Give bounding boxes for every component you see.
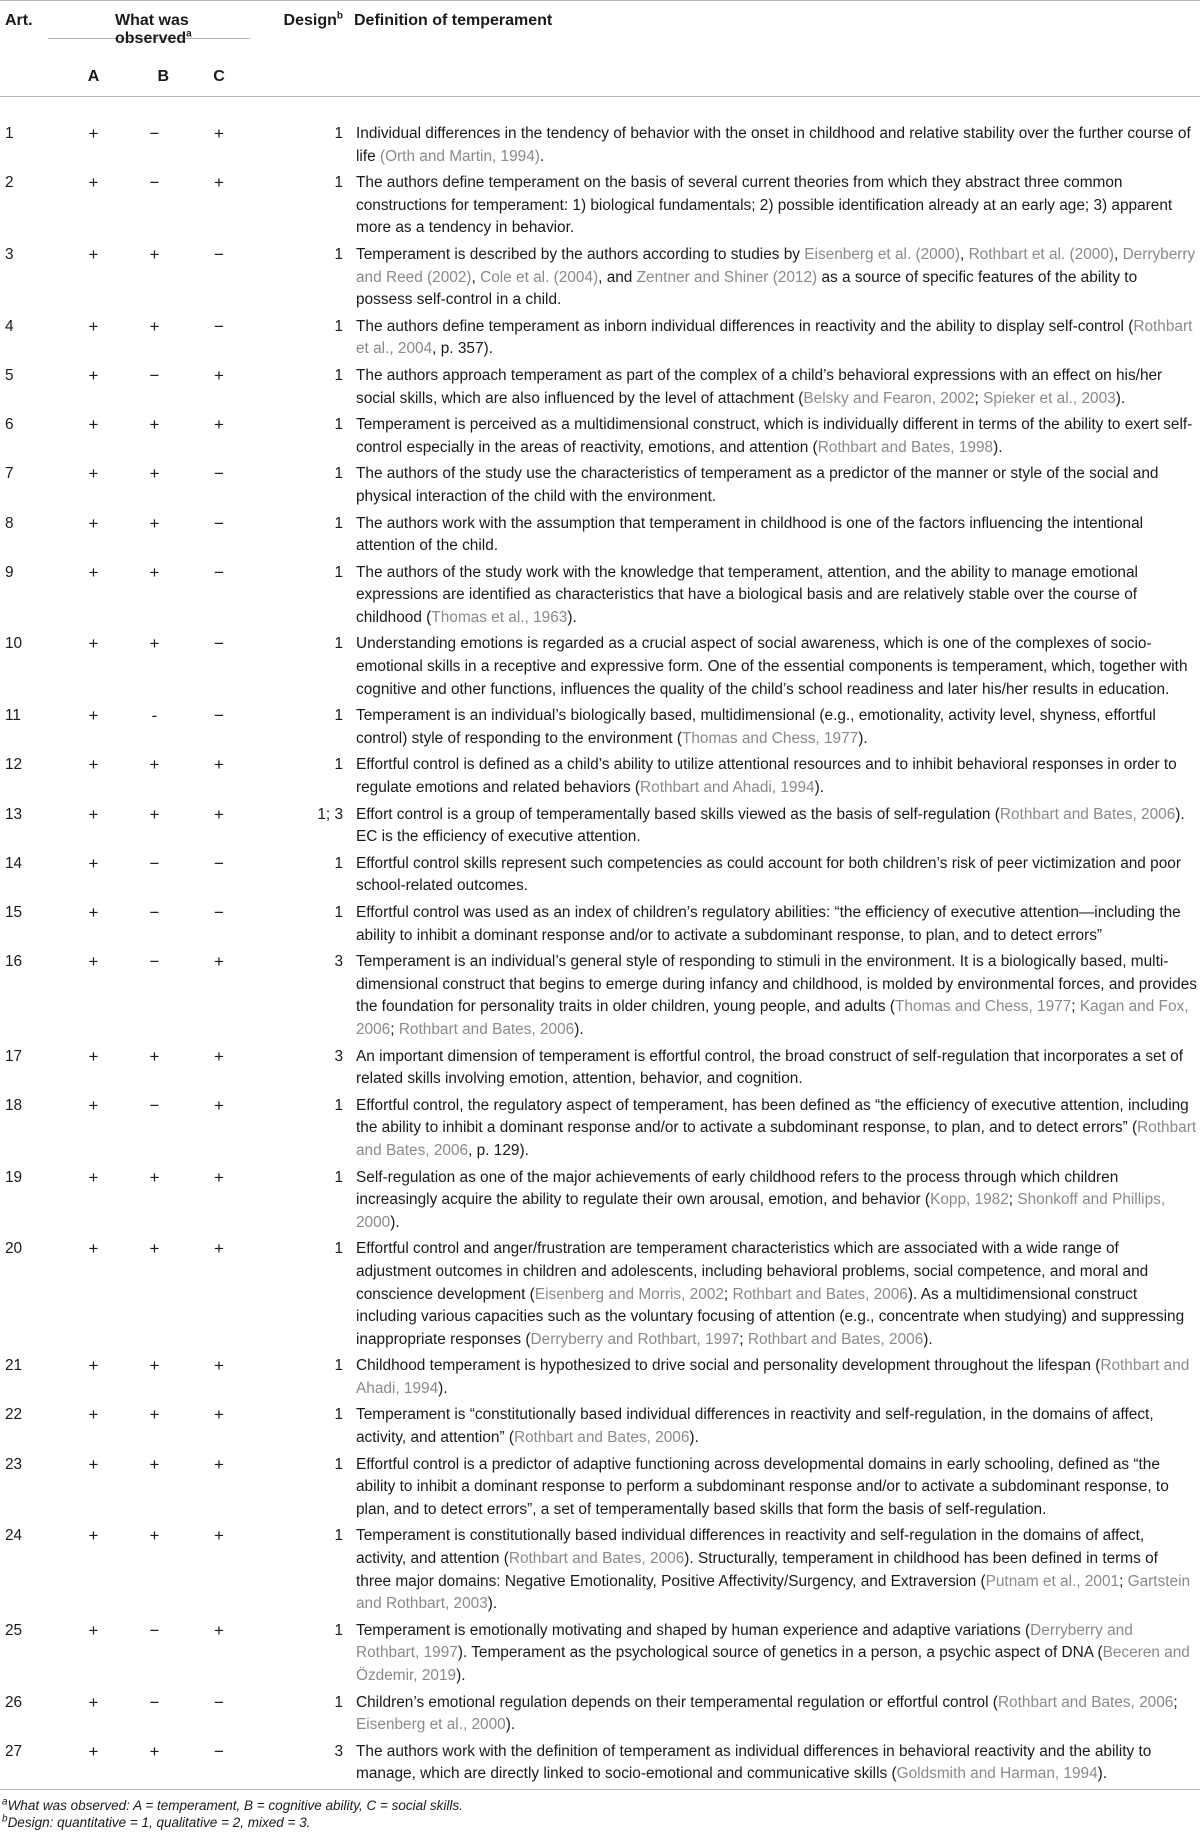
definition-fragment: Temperament is emotionally motivating and shaped by human experience and adaptive variations (	[356, 1621, 1031, 1639]
table-row	[0, 751, 1200, 800]
definition-fragment: ,	[471, 268, 481, 286]
article-number: 1	[5, 125, 14, 142]
mark-cognitive-ability: +	[149, 634, 160, 654]
definition-fragment: The authors of the study work with the knowledge that temperament, attention, and the ability to manage emotional expressions are identified as characteristics that have a biological basis and are relatively stable over the course of childhood (	[356, 563, 1138, 626]
mark-social-skills: +	[214, 755, 224, 775]
article-number: 22	[5, 1406, 23, 1424]
article-number: 17	[5, 1047, 23, 1065]
table-row	[0, 948, 1200, 1042]
mark-social-skills: −	[214, 562, 224, 582]
citation-link[interactable]: Thomas and Chess, 1977	[895, 998, 1072, 1016]
mark-temperament: +	[88, 1692, 99, 1712]
definition-text	[347, 1401, 1200, 1450]
mark-social-skills: +	[214, 1239, 224, 1259]
definition-text	[347, 1164, 1200, 1236]
definition-fragment: ).	[1115, 389, 1126, 407]
mark-temperament: +	[88, 124, 99, 143]
definition-fragment: ;	[1008, 1191, 1018, 1209]
article-number: 19	[5, 1168, 23, 1186]
table-row	[0, 1617, 1200, 1689]
mark-cognitive-ability: +	[149, 755, 160, 775]
citation-link[interactable]: Rothbart and Bates, 2006	[997, 1693, 1174, 1711]
design-code: 3	[334, 1742, 343, 1760]
mark-temperament: +	[88, 562, 99, 582]
citation-link[interactable]: Eisenberg et al., 2000	[356, 1716, 506, 1734]
definition-fragment: ;	[1119, 1572, 1128, 1590]
definition-text	[347, 313, 1200, 362]
definition-text	[347, 460, 1200, 509]
mark-cognitive-ability: −	[149, 1692, 160, 1712]
article-number: 23	[5, 1455, 23, 1473]
definition-text	[347, 702, 1200, 751]
definition-fragment: , p. 129).	[468, 1141, 529, 1159]
mark-cognitive-ability: −	[149, 853, 160, 873]
definition-text	[347, 751, 1200, 800]
definition-fragment: ).	[993, 438, 1003, 456]
mark-temperament: +	[88, 853, 99, 873]
definition-fragment: ;	[1173, 1693, 1178, 1711]
definition-fragment: ).	[487, 1595, 498, 1613]
article-number: 7	[5, 465, 14, 483]
definition-text	[347, 1617, 1200, 1689]
design-code: 1	[334, 854, 343, 872]
table-footnotes	[0, 1797, 1200, 1831]
citation-link[interactable]: Rothbart and Ahadi, 1994	[356, 1357, 1190, 1397]
table-row	[0, 411, 1200, 460]
definition-fragment: The authors work with the assumption that temperament in childhood is one of the factors influencing the intentional attention of the child.	[356, 514, 1144, 555]
mark-temperament: +	[88, 1356, 99, 1376]
design-code: 1	[334, 416, 343, 434]
table-row	[0, 1738, 1200, 1787]
table-row	[0, 630, 1200, 702]
design-code: 1	[334, 563, 343, 581]
definition-text	[347, 362, 1200, 411]
definition-fragment: Temperament is perceived as a multidimensional construct, which is individually different in terms of the ability to exert self-control especially in the areas of reactivity, emotions, and attention (	[356, 416, 1193, 456]
mark-temperament: +	[88, 952, 99, 972]
design-code: 1	[334, 465, 343, 483]
definition-fragment: ). Temperament as the psychological source of genetics in a person, a psychic aspect of DNA (	[457, 1644, 1103, 1662]
design-code: 1	[334, 1168, 343, 1186]
mark-cognitive-ability: +	[149, 1741, 160, 1761]
definition-fragment: Individual differences in the tendency of behavior with the onset in childhood and relative stability over the further course of life	[356, 125, 1191, 165]
citation-link[interactable]: Thomas et al., 1963	[431, 608, 568, 626]
header-observed: What was observed$^a$	[115, 12, 192, 47]
mark-social-skills: −	[214, 903, 224, 922]
mark-cognitive-ability: +	[149, 1356, 160, 1376]
definition-fragment: The authors work with the definition of temperament as individual differences in behavioral reactivity and the ability to manage, which are directly linked to socio-emotional and communicative skills (	[356, 1742, 1152, 1783]
definition-fragment: Effortful control was used as an index of children’s regulatory abilities: “the efficiency of executive attention—including the ability to inhibit a dominant response and/or to activate a subdominant response, to plan, and to detect errors”	[356, 904, 1181, 944]
mark-cognitive-ability: +	[149, 1046, 160, 1066]
definition-text	[347, 411, 1200, 460]
definition-fragment: ).	[390, 1213, 400, 1231]
article-number: 13	[5, 805, 23, 823]
definition-text	[347, 120, 1200, 169]
header-art: Art.	[5, 12, 33, 29]
mark-social-skills: +	[214, 1526, 224, 1546]
mark-social-skills: −	[214, 1741, 224, 1761]
citation-link[interactable]: Eisenberg and Morris, 2002	[534, 1285, 724, 1303]
definition-fragment: ).	[689, 1429, 699, 1447]
article-number: 21	[5, 1357, 23, 1375]
mark-temperament: +	[88, 1741, 99, 1761]
citation-link[interactable]: Rothbart and Bates, 2006	[999, 805, 1176, 823]
article-number: 15	[5, 904, 23, 921]
mark-temperament: +	[88, 173, 99, 193]
definition-text	[347, 1352, 1200, 1401]
design-code: 1	[334, 1096, 343, 1114]
definition-text	[347, 850, 1200, 899]
mark-temperament: +	[88, 1454, 99, 1474]
table-row	[0, 702, 1200, 751]
design-code: 1	[334, 1621, 343, 1639]
table-row	[0, 899, 1200, 948]
definition-text	[347, 1043, 1200, 1092]
definition-fragment: ). EC is the efficiency of executive attention.	[356, 805, 1185, 846]
table-row	[0, 510, 1200, 559]
mark-temperament: +	[88, 1046, 99, 1066]
citation-link[interactable]: Beceren and Özdemir, 2019	[356, 1644, 1190, 1684]
definition-text	[347, 241, 1200, 313]
header-definition: Definition of temperament	[354, 12, 553, 29]
definition-fragment: ;	[739, 1330, 748, 1348]
definition-text	[347, 169, 1200, 241]
article-number: 5	[5, 366, 14, 384]
mark-temperament: +	[88, 316, 99, 336]
mark-social-skills: +	[214, 1356, 224, 1376]
definition-fragment: ). As a multidimensional construct including various capacities such as the voluntary focusing of attention (e.g., concentrate when studying) and suppressing inappropriate responses (	[356, 1285, 1185, 1348]
citation-link[interactable]: Putnam et al., 2001	[985, 1572, 1120, 1590]
table-row	[0, 850, 1200, 899]
table-body	[0, 120, 1200, 1787]
mark-social-skills: +	[214, 952, 224, 972]
citation-link[interactable]: Rothbart and Bates, 2006	[732, 1285, 908, 1303]
article-number: 10	[5, 635, 23, 653]
design-code: 1	[334, 1357, 343, 1375]
footnote: $^b$Design: quantitative = 1, qualitative = 2, mixed = 3.	[2, 1813, 311, 1830]
table-row	[0, 1235, 1200, 1352]
mark-social-skills: −	[214, 1692, 224, 1712]
table-row	[0, 801, 1200, 850]
header-col-c: C	[213, 68, 225, 85]
mark-cognitive-ability: −	[149, 952, 160, 972]
article-number: 25	[5, 1621, 23, 1639]
citation-link[interactable]: Thomas and Chess, 1977	[681, 729, 859, 747]
table-row	[0, 1352, 1200, 1401]
mark-cognitive-ability: -	[151, 706, 158, 726]
article-number: 20	[5, 1240, 23, 1258]
mark-social-skills: −	[214, 634, 224, 654]
mark-cognitive-ability: +	[149, 1239, 160, 1259]
article-number: 8	[5, 514, 14, 532]
citation-link[interactable]: Rothbart and Bates, 2006	[398, 1020, 575, 1038]
table-row	[0, 241, 1200, 313]
definition-fragment: Effort control is a group of temperamentally based skills viewed as the basis of self-regulation (	[356, 805, 1000, 823]
mark-cognitive-ability: +	[149, 562, 160, 582]
article-number: 27	[5, 1742, 23, 1760]
citation-link[interactable]: Rothbart et al., 2004	[356, 317, 1193, 358]
design-code: 1	[334, 635, 343, 653]
design-code: 1	[334, 366, 343, 384]
table-row	[0, 169, 1200, 241]
definition-fragment: ).	[858, 729, 868, 747]
article-number: 16	[5, 953, 23, 971]
mark-social-skills: +	[214, 1167, 224, 1187]
definition-fragment: ).	[438, 1379, 448, 1397]
definition-fragment: ).	[456, 1667, 466, 1684]
design-code: 1	[334, 1693, 343, 1711]
definition-fragment: Children’s emotional regulation depends on their temperamental regulation or effortful control (	[356, 1693, 998, 1711]
mark-cognitive-ability: +	[149, 316, 160, 336]
mark-social-skills: +	[214, 1620, 224, 1640]
mark-cognitive-ability: −	[149, 1095, 160, 1115]
definition-fragment: Self-regulation as one of the major achievements of early childhood refers to the process through which children increasingly acquire the ability to regulate their own arousal, emotion, and behavior (	[356, 1168, 1119, 1209]
mark-temperament: +	[88, 706, 99, 726]
table-row	[0, 1043, 1200, 1092]
definition-text	[347, 1522, 1200, 1616]
design-code: 1	[334, 756, 343, 774]
design-code: 1	[334, 514, 343, 532]
mark-temperament: +	[88, 1167, 99, 1187]
footnote: $^a$What was observed: A = temperament, B = cognitive ability, C = social skills.	[2, 1796, 463, 1813]
mark-temperament: +	[88, 755, 99, 775]
citation-link[interactable]: Eisenberg et al. (2000)	[804, 245, 960, 263]
design-code: 1	[334, 1527, 343, 1545]
mark-cognitive-ability: +	[149, 804, 160, 824]
citation-link[interactable]: Derryberry and Reed (2002)	[356, 245, 1196, 286]
design-code: 1	[334, 1240, 343, 1258]
article-number: 6	[5, 416, 14, 434]
mark-cognitive-ability: −	[149, 903, 160, 922]
definition-fragment: , and	[598, 268, 637, 286]
mark-social-skills: −	[214, 706, 224, 726]
mark-temperament: +	[88, 464, 99, 484]
definition-text	[347, 899, 1200, 948]
table-row	[0, 362, 1200, 411]
mark-temperament: +	[88, 415, 99, 435]
header-col-a: A	[87, 68, 100, 85]
mark-cognitive-ability: −	[149, 365, 160, 385]
design-code: 1	[334, 904, 343, 921]
definition-fragment: ;	[1071, 998, 1080, 1016]
definition-fragment: ).	[574, 1020, 584, 1038]
mark-temperament: +	[88, 244, 99, 264]
citation-link[interactable]: (Orth and Martin, 1994)	[379, 147, 540, 165]
mark-social-skills: +	[214, 1405, 224, 1425]
article-number: 3	[5, 245, 14, 263]
citation-link[interactable]: Rothbart and Bates, 2006	[747, 1330, 924, 1348]
table-row	[0, 1164, 1200, 1236]
article-number: 9	[5, 563, 14, 581]
definition-fragment: Temperament is constitutionally based individual differences in reactivity and self-regulation in the domains of affect, activity, and attention (	[356, 1527, 1145, 1568]
citation-link[interactable]: Derryberry and Rothbart, 1997	[530, 1330, 740, 1348]
definition-fragment: An important dimension of temperament is effortful control, the broad construct of self-regulation that incorporates a set of related skills involving emotion, attention, behavior, and cognition.	[356, 1047, 1183, 1088]
definition-fragment: The authors approach temperament as part of the complex of a child’s behavioral expressions with an effect on his/her social skills, which are also influenced by the level of attachment (	[356, 366, 1163, 407]
definition-fragment: Temperament is described by the authors according to studies by	[356, 245, 805, 263]
definition-fragment: Effortful control, the regulatory aspect of temperament, has been defined as “the efficiency of executive attention, including the ability to inhibit a dominant response and/or to activate a subdominant response, to plan, and to detect errors” (	[356, 1096, 1189, 1137]
mark-temperament: +	[88, 804, 99, 824]
citation-link[interactable]: Cole et al. (2004)	[480, 268, 599, 286]
definition-text	[347, 559, 1200, 631]
table-row	[0, 559, 1200, 631]
design-code: 1; 3	[317, 805, 343, 823]
mark-cognitive-ability: −	[149, 124, 160, 143]
citation-link[interactable]: Rothbart and Bates, 2006	[508, 1550, 685, 1568]
definition-text	[347, 1689, 1200, 1738]
mark-social-skills: +	[214, 1095, 224, 1115]
citation-link[interactable]: Zentner and Shiner (2012)	[636, 268, 818, 286]
mark-social-skills: +	[214, 415, 224, 435]
mark-temperament: +	[88, 634, 99, 654]
definition-fragment: Temperament is “constitutionally based individual differences in reactivity and self-regulation, in the domains of affect, activity, and attention” (	[356, 1406, 1154, 1447]
mark-cognitive-ability: +	[149, 1526, 160, 1546]
definition-fragment: Childhood temperament is hypothesized to drive social and personality development throughout the lifespan (	[356, 1357, 1101, 1375]
definition-fragment: Effortful control and anger/frustration are temperament characteristics which are associated with a wide range of adjustment outcomes in children and adolescents, including behavioral problems, social competence, and moral and conscience development (	[356, 1240, 1149, 1303]
mark-temperament: +	[88, 513, 99, 533]
design-code: 1	[334, 1455, 343, 1473]
citation-link[interactable]: Rothbart et al. (2000)	[968, 245, 1114, 263]
definition-fragment: as a source of specific features of the ability to possess self-control in a child.	[356, 268, 1138, 309]
table-row	[0, 460, 1200, 509]
definition-text	[347, 948, 1200, 1042]
mark-temperament: +	[88, 1526, 99, 1546]
citation-link[interactable]: Goldsmith and Harman, 1994	[896, 1765, 1098, 1783]
citation-link[interactable]: Shonkoff and Phillips, 2000	[356, 1191, 1166, 1231]
definition-fragment: Effortful control is defined as a child’s ability to utilize attentional resources and to inhibit behavioral responses in order to regulate emotions and related behaviors (	[356, 756, 1177, 797]
definition-fragment: , p. 357).	[432, 340, 493, 358]
mark-temperament: +	[88, 1620, 99, 1640]
design-code: 1	[334, 1406, 343, 1424]
header-design: Design$^b$	[283, 10, 343, 29]
definition-fragment: Temperament is an individual’s general style of responding to stimuli in the environment. It is a biologically based, multi-dimensional construct that begins to emerge during infancy and childhood, is molded by environmental forces, and provides the foundation for personality traits in older children, young people, and adults (	[356, 953, 1197, 1016]
mark-social-skills: −	[214, 464, 224, 484]
article-number: 2	[5, 174, 14, 192]
mark-cognitive-ability: +	[149, 513, 160, 533]
article-number: 11	[5, 707, 21, 725]
citation-link[interactable]: Kagan and Fox, 2006	[356, 998, 1189, 1038]
definition-text	[347, 1235, 1200, 1352]
mark-temperament: +	[88, 1405, 99, 1425]
header-row	[0, 0, 1200, 56]
mark-social-skills: −	[214, 316, 224, 336]
definition-fragment: ;	[390, 1020, 399, 1038]
design-code: 1	[334, 245, 343, 263]
definition-fragment: The authors define temperament as inborn individual differences in reactivity and the ability to display self-control (	[356, 317, 1134, 335]
mark-social-skills: −	[214, 244, 224, 264]
definition-fragment: ).	[923, 1330, 933, 1348]
article-number: 18	[5, 1096, 23, 1114]
table-row	[0, 313, 1200, 362]
definition-fragment: ,	[960, 245, 969, 263]
definition-fragment: The authors define temperament on the basis of several current theories from which they abstract three common constructions for temperament: 1) biological fundamentals; 2) possible identification already at an early age; 3) apparent more as a tendency in behavior.	[356, 174, 1173, 237]
definition-text	[347, 630, 1200, 702]
definition-fragment: ). Structurally, temperament in childhood has been defined in terms of three major domains: Negative Emotionality, Positive Affectivity/Surgency, and Extraversion (	[356, 1550, 1158, 1590]
mark-cognitive-ability: +	[149, 1454, 160, 1474]
citation-link[interactable]: Spieker et al., 2003	[983, 389, 1116, 407]
table-row	[0, 120, 1200, 169]
mark-cognitive-ability: −	[149, 173, 160, 193]
mark-social-skills: −	[214, 513, 224, 533]
mark-temperament: +	[88, 1239, 99, 1259]
definition-text	[347, 510, 1200, 559]
design-code: 1	[334, 317, 343, 335]
definition-text	[347, 1738, 1200, 1787]
mark-cognitive-ability: +	[149, 464, 160, 484]
mark-cognitive-ability: +	[149, 1405, 160, 1425]
definition-fragment: ;	[974, 389, 984, 407]
mark-cognitive-ability: +	[149, 244, 160, 264]
definition-text	[347, 1092, 1200, 1164]
design-code: 1	[334, 707, 343, 725]
citation-link[interactable]: Rothbart and Bates, 2006	[356, 1119, 1197, 1159]
mark-cognitive-ability: +	[149, 415, 160, 435]
mark-cognitive-ability: −	[149, 1620, 160, 1640]
citation-link[interactable]: Kopp, 1982	[930, 1191, 1009, 1209]
table-row	[0, 1092, 1200, 1164]
article-number: 24	[5, 1527, 23, 1545]
mark-temperament: +	[88, 365, 99, 385]
mark-social-skills: +	[214, 1046, 224, 1066]
table-row	[0, 1451, 1200, 1523]
definition-fragment: Effortful control is a predictor of adaptive functioning across developmental domains in early schooling, defined as “the ability to inhibit a dominant response to perform a subdominant response and/or to activate a subdominant response, to plan, and to detect errors”, a set of temperamentally based skills that form the basis of self-regulation.	[356, 1455, 1169, 1518]
table-row	[0, 1689, 1200, 1738]
mark-temperament: +	[88, 903, 99, 922]
definition-fragment: The authors of the study use the characteristics of temperament as a predictor of the manner or style of the social and physical interaction of the child with the environment.	[356, 465, 1159, 505]
citation-link[interactable]: Belsky and Fearon, 2002	[803, 389, 975, 407]
mark-cognitive-ability: +	[149, 1167, 160, 1187]
citation-link[interactable]: Derryberry and Rothbart, 1997	[356, 1621, 1133, 1662]
citation-link[interactable]: Rothbart and Ahadi, 1994	[640, 779, 815, 797]
citation-link[interactable]: Gartstein and Rothbart, 2003	[356, 1572, 1191, 1613]
definition-text	[347, 1451, 1200, 1523]
citation-link[interactable]: Rothbart and Bates, 1998	[817, 438, 994, 456]
definition-fragment: ).	[567, 608, 577, 626]
article-number: 14	[5, 854, 23, 872]
design-code: 3	[334, 953, 343, 971]
design-code: 3	[334, 1047, 343, 1065]
table-row	[0, 1401, 1200, 1450]
definition-fragment: ).	[814, 779, 825, 797]
definition-text	[347, 801, 1200, 850]
definition-fragment: ;	[723, 1285, 733, 1303]
table-row	[0, 1522, 1200, 1616]
mark-social-skills: +	[214, 804, 224, 824]
table-bottom-rule	[0, 1789, 1200, 1790]
definition-fragment: ).	[1097, 1765, 1108, 1783]
article-number: 12	[5, 756, 23, 774]
mark-social-skills: +	[214, 1454, 224, 1474]
definition-fragment: ).	[505, 1716, 516, 1734]
citation-link[interactable]: Rothbart and Bates, 2006	[513, 1429, 690, 1447]
mark-social-skills: +	[214, 365, 224, 385]
mark-social-skills: +	[214, 124, 224, 143]
design-code: 1	[334, 174, 343, 192]
definition-fragment: Understanding emotions is regarded as a crucial aspect of social awareness, which is one of the complexes of socio-emotional skills in a receptive and expressive form. One of the essential components is temperament, which, together with cognitive and other functions, influences the quality of the child’s school readiness and later his/her results in education.	[356, 635, 1188, 698]
mark-temperament: +	[88, 1095, 99, 1115]
mark-social-skills: +	[214, 173, 224, 193]
article-number: 26	[5, 1693, 23, 1711]
definition-fragment: Temperament is an individual’s biologically based, multidimensional (e.g., emotionality, activity level, shyness, effortful control) style of responding to the environment (	[356, 707, 1156, 747]
definition-fragment: Effortful control skills represent such competencies as could account for both children’s risk of peer victimization and poor school-related outcomes.	[356, 854, 1181, 895]
article-number: 4	[5, 317, 14, 335]
header-col-b: B	[157, 68, 169, 85]
definition-fragment: .	[539, 147, 545, 165]
design-code: 1	[334, 125, 343, 142]
mark-social-skills: −	[214, 853, 224, 873]
definition-fragment: ,	[1114, 245, 1123, 263]
